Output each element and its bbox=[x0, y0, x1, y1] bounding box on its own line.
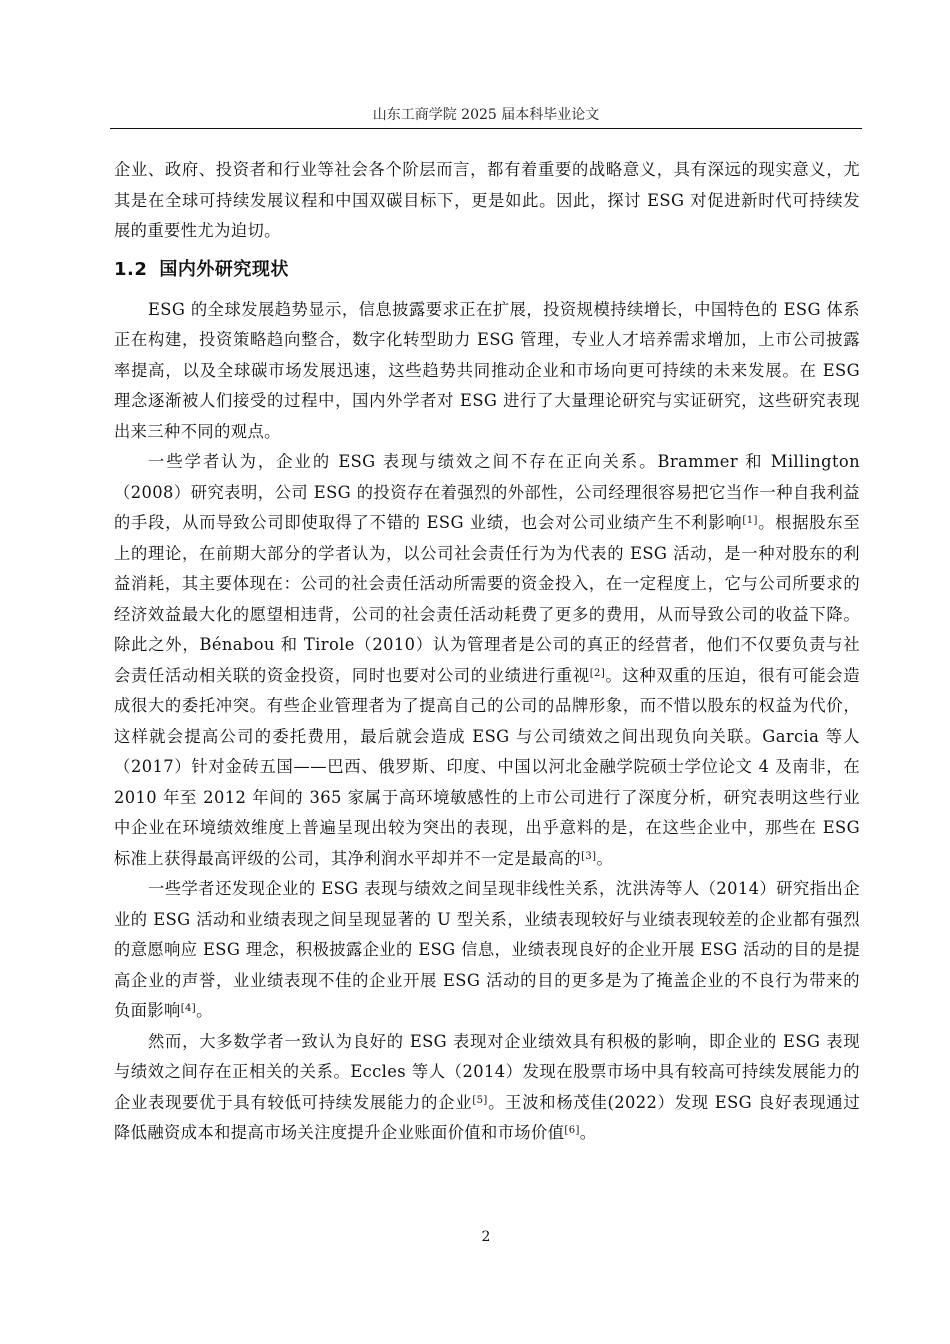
page-header: 山东工商学院 2025 届本科毕业论文 bbox=[372, 107, 600, 123]
document-body bbox=[114, 155, 860, 1149]
paragraph-text: 一些学者认为，企业的 ESG 表现与绩效之间不存在正向关系。Brammer 和 Millington（2008）研究表明，公司 ESG 的投资存在着强烈的外部性，公司经理很容易把它当作一种自我利益的手段，从而导致公司即使取得了不错的 ESG 业绩，也会对公司业绩产生不利影响 bbox=[114, 452, 860, 532]
citation-4: [4] bbox=[180, 1003, 197, 1014]
paragraph-nonlinear-relation bbox=[114, 874, 860, 1027]
section-heading bbox=[114, 253, 860, 287]
paragraph-text: 然而，大多数学者一致认为良好的 ESG 表现对企业绩效具有积极的影响，即企业的 ESG 表现与绩效之间存在正相关的关系。Eccles 等人（2014）发现在股票市场中具有较高可持续发展能力的企业表现要优于具有较低可持续发展能力的企业 bbox=[114, 1031, 860, 1112]
paragraph-text: 一些学者还发现企业的 ESG 表现与绩效之间呈现非线性关系，沈洪涛等人（2014）研究指出企业的 ESG 活动和业绩表现之间呈现显著的 U 型关系，业绩表现较好与业绩表现较差的企业都有强烈的意愿响应 ESG 理念，积极披露企业的 ESG 信息，业绩表现良好的企业开展 ESG 活动的目的是提高企业的声誉，业业绩表现不佳的企业开展 ESG 活动的目的更多是为了掩盖企业的不良行为带来的负面影响 bbox=[114, 879, 860, 1020]
citation-1: [1] bbox=[742, 515, 758, 526]
paragraph-text: 。王波和杨茂佳(2022）发现 ESG 良好表现通过降低融资成本和提高市场关注度提升企业账面价值和市场价值 bbox=[114, 1092, 860, 1142]
page-number: 2 bbox=[481, 1229, 491, 1245]
citation-5: [5] bbox=[472, 1094, 488, 1106]
intro-paragraph: 企业、政府、投资者和行业等社会各个阶层而言，都有着重要的战略意义，具有深远的现实意义，尤其是在全球可持续发展议程和中国双碳目标下，更是如此。因此，探讨 ESG 对促进新时代可持续发展的重要性尤为迫切。 bbox=[114, 160, 860, 240]
citation-6: [6] bbox=[564, 1125, 580, 1136]
citation-3: [3] bbox=[581, 850, 597, 862]
citation-2: [2] bbox=[589, 667, 606, 679]
header-divider bbox=[110, 128, 862, 129]
paragraph-text: 。根据股东至上的理论，在前期大部分的学者认为，以公司社会责任行为为代表的 ESG 活动，是一种对股东的利益消耗，其主要体现在：公司的社会责任活动所需要的资金投入，在一定程度上，它与公司所要求的经济效益最大化的愿望相违背，公司的社会责任活动耗费了更多的费用，从而导致公司的收益下降。除此之外，Bénabou 和 Tirole（2010）认为管理者是公司的真正的经营者，他们不仅要负责与社会责任活动相关联的资金投资，同时也要对公司的业绩进行重视 bbox=[114, 513, 861, 685]
paragraph-no-positive-relation bbox=[114, 447, 860, 874]
paragraph-global-trends: ESG 的全球发展趋势显示，信息披露要求正在扩展，投资规模持续增长，中国特色的 ESG 体系正在构建，投资策略趋向整合，数字化转型助力 ESG 管理，专业人才培养需求增加，上市公司披露率提高，以及全球碳市场发展迅速，这些趋势共同推动企业和市场向更可持续的未来发展。在 ESG 理念逐渐被人们接受的过程中，国内外学者对 ESG 进行了大量理论研究与实证研究，这些研究表现出来三种不同的观点。 bbox=[114, 299, 860, 441]
paragraph-text: 。 bbox=[196, 1001, 213, 1020]
paragraph-text: 。 bbox=[579, 1123, 597, 1142]
paragraph-text: 。 bbox=[596, 848, 614, 868]
paragraph-positive-relation bbox=[114, 1027, 860, 1149]
section-title: 国内外研究现状 bbox=[159, 258, 289, 280]
section-number: 1.2 bbox=[114, 258, 148, 280]
paragraph-text: 。这种双重的压迫，很有可能会造成很大的委托冲突。有些企业管理者为了提高自己的公司的品牌形象，而不惜以股东的权益为代价，这样就会提高公司的委托费用，最后就会造成 ESG 与公司绩效之间出现负向关联。Garcia 等人（2017）针对金砖五国——巴西、俄罗斯、印度、中国以河北金融学院硕士学位论文 4 及南非，在 2010 年至 2012 年间的 365 家属于高环境敏感性的上市公司进行了深度分析，研究表明这些行业中企业在环境绩效维度上普遍呈现出较为突出的表现，出乎意料的是，在这些企业中，那些在 ESG 标准上获得最高评级的公司，其净利润水平却并不一定是最高的 bbox=[114, 665, 860, 868]
